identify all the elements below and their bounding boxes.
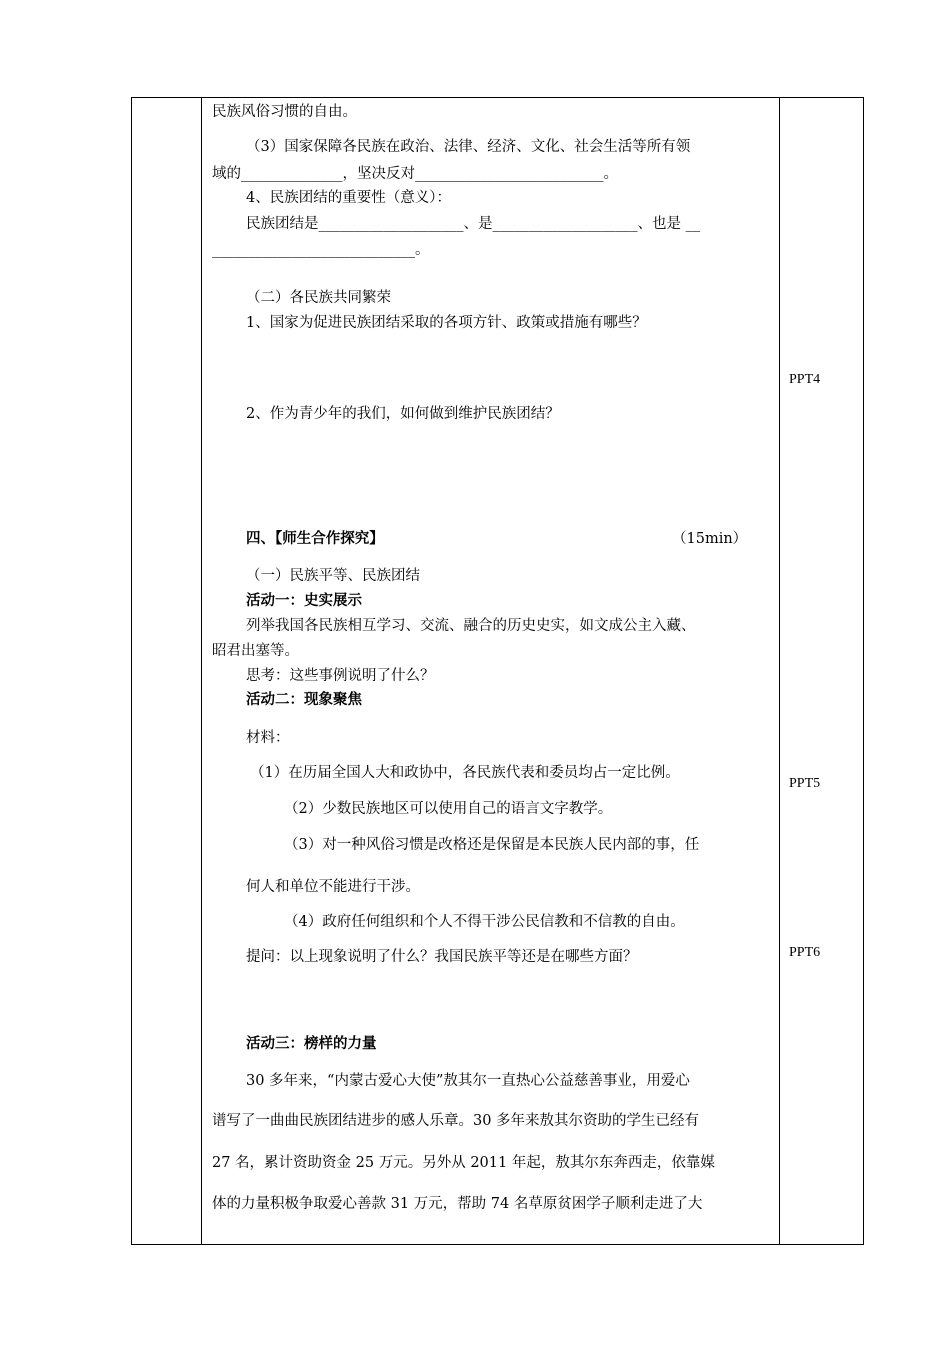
text-line: 30 多年来，“内蒙古爱心大使”敖其尔一直热心公益慈善事业，用爱心 — [246, 1073, 690, 1089]
text-line: 4、民族团结的重要性（意义）： — [246, 190, 451, 206]
text-line: 昭君出塞等。 — [212, 643, 299, 659]
text-line: 提问：以上现象说明了什么？我国民族平等还是在哪些方面？ — [246, 949, 638, 965]
text-line: 何人和单位不能进行干涉。 — [246, 879, 420, 895]
text-line: （2）少数民族地区可以使用自己的语言文字教学。 — [284, 801, 613, 817]
fill-blank-line: 域的______________，坚决反对__________________________。 — [212, 166, 618, 182]
text-line: 谱写了一曲曲民族团结进步的感人乐章。30 多年来敖其尔资助的学生已经有 — [212, 1113, 700, 1129]
fill-blank-line: ____________________________。 — [212, 242, 430, 258]
text-line: 材料： — [246, 730, 290, 746]
text-line: （4）政府任何组织和个人不得干涉公民信教和不信教的自由。 — [284, 914, 685, 930]
activity-title: 活动二：现象聚焦 — [246, 691, 362, 708]
text-line: 列举我国各民族相互学习、交流、融合的历史史实，如文成公主入藏、 — [246, 618, 696, 634]
subsection-heading: （一）民族平等、民族团结 — [246, 568, 420, 584]
text-line: 思考：这些事例说明了什么？ — [246, 668, 435, 684]
activity-title: 活动三：榜样的力量 — [246, 1035, 377, 1052]
text-line: （1）在历届全国人大和政协中，各民族代表和委员均占一定比例。 — [250, 765, 680, 781]
column-divider-1 — [201, 98, 202, 1244]
ppt-note: PPT5 — [789, 776, 821, 791]
section-heading: 四、【师生合作探究】 — [246, 530, 384, 547]
column-divider-2 — [779, 98, 780, 1244]
ppt-note: PPT4 — [789, 372, 821, 387]
text-line: 体的力量积极争取爱心善款 31 万元，帮助 74 名草原贫困学子顺利走进了大 — [212, 1196, 703, 1212]
section-heading: （二）各民族共同繁荣 — [246, 290, 391, 306]
ppt-note: PPT6 — [789, 945, 821, 960]
text-line: 民族风俗习惯的自由。 — [212, 104, 357, 120]
text-line: 27 名，累计资助资金 25 万元。另外从 2011 年起，敖其尔东奔西走，依靠媒 — [212, 1155, 715, 1171]
fill-blank-line: 民族团结是____________________、是____________________、也是 __ — [246, 216, 701, 232]
activity-title: 活动一：史实展示 — [246, 592, 362, 609]
text-line: （3）对一种风俗习惯是改格还是保留是本民族人民内部的事，任 — [284, 837, 700, 853]
text-line: （3）国家保障各民族在政治、法律、经济、文化、社会生活等所有领 — [246, 139, 691, 155]
time-label: （15min） — [672, 531, 748, 547]
question: 1、国家为促进民族团结采取的各项方针、政策或措施有哪些？ — [246, 315, 647, 331]
question: 2、作为青少年的我们，如何做到维护民族团结？ — [246, 406, 560, 422]
